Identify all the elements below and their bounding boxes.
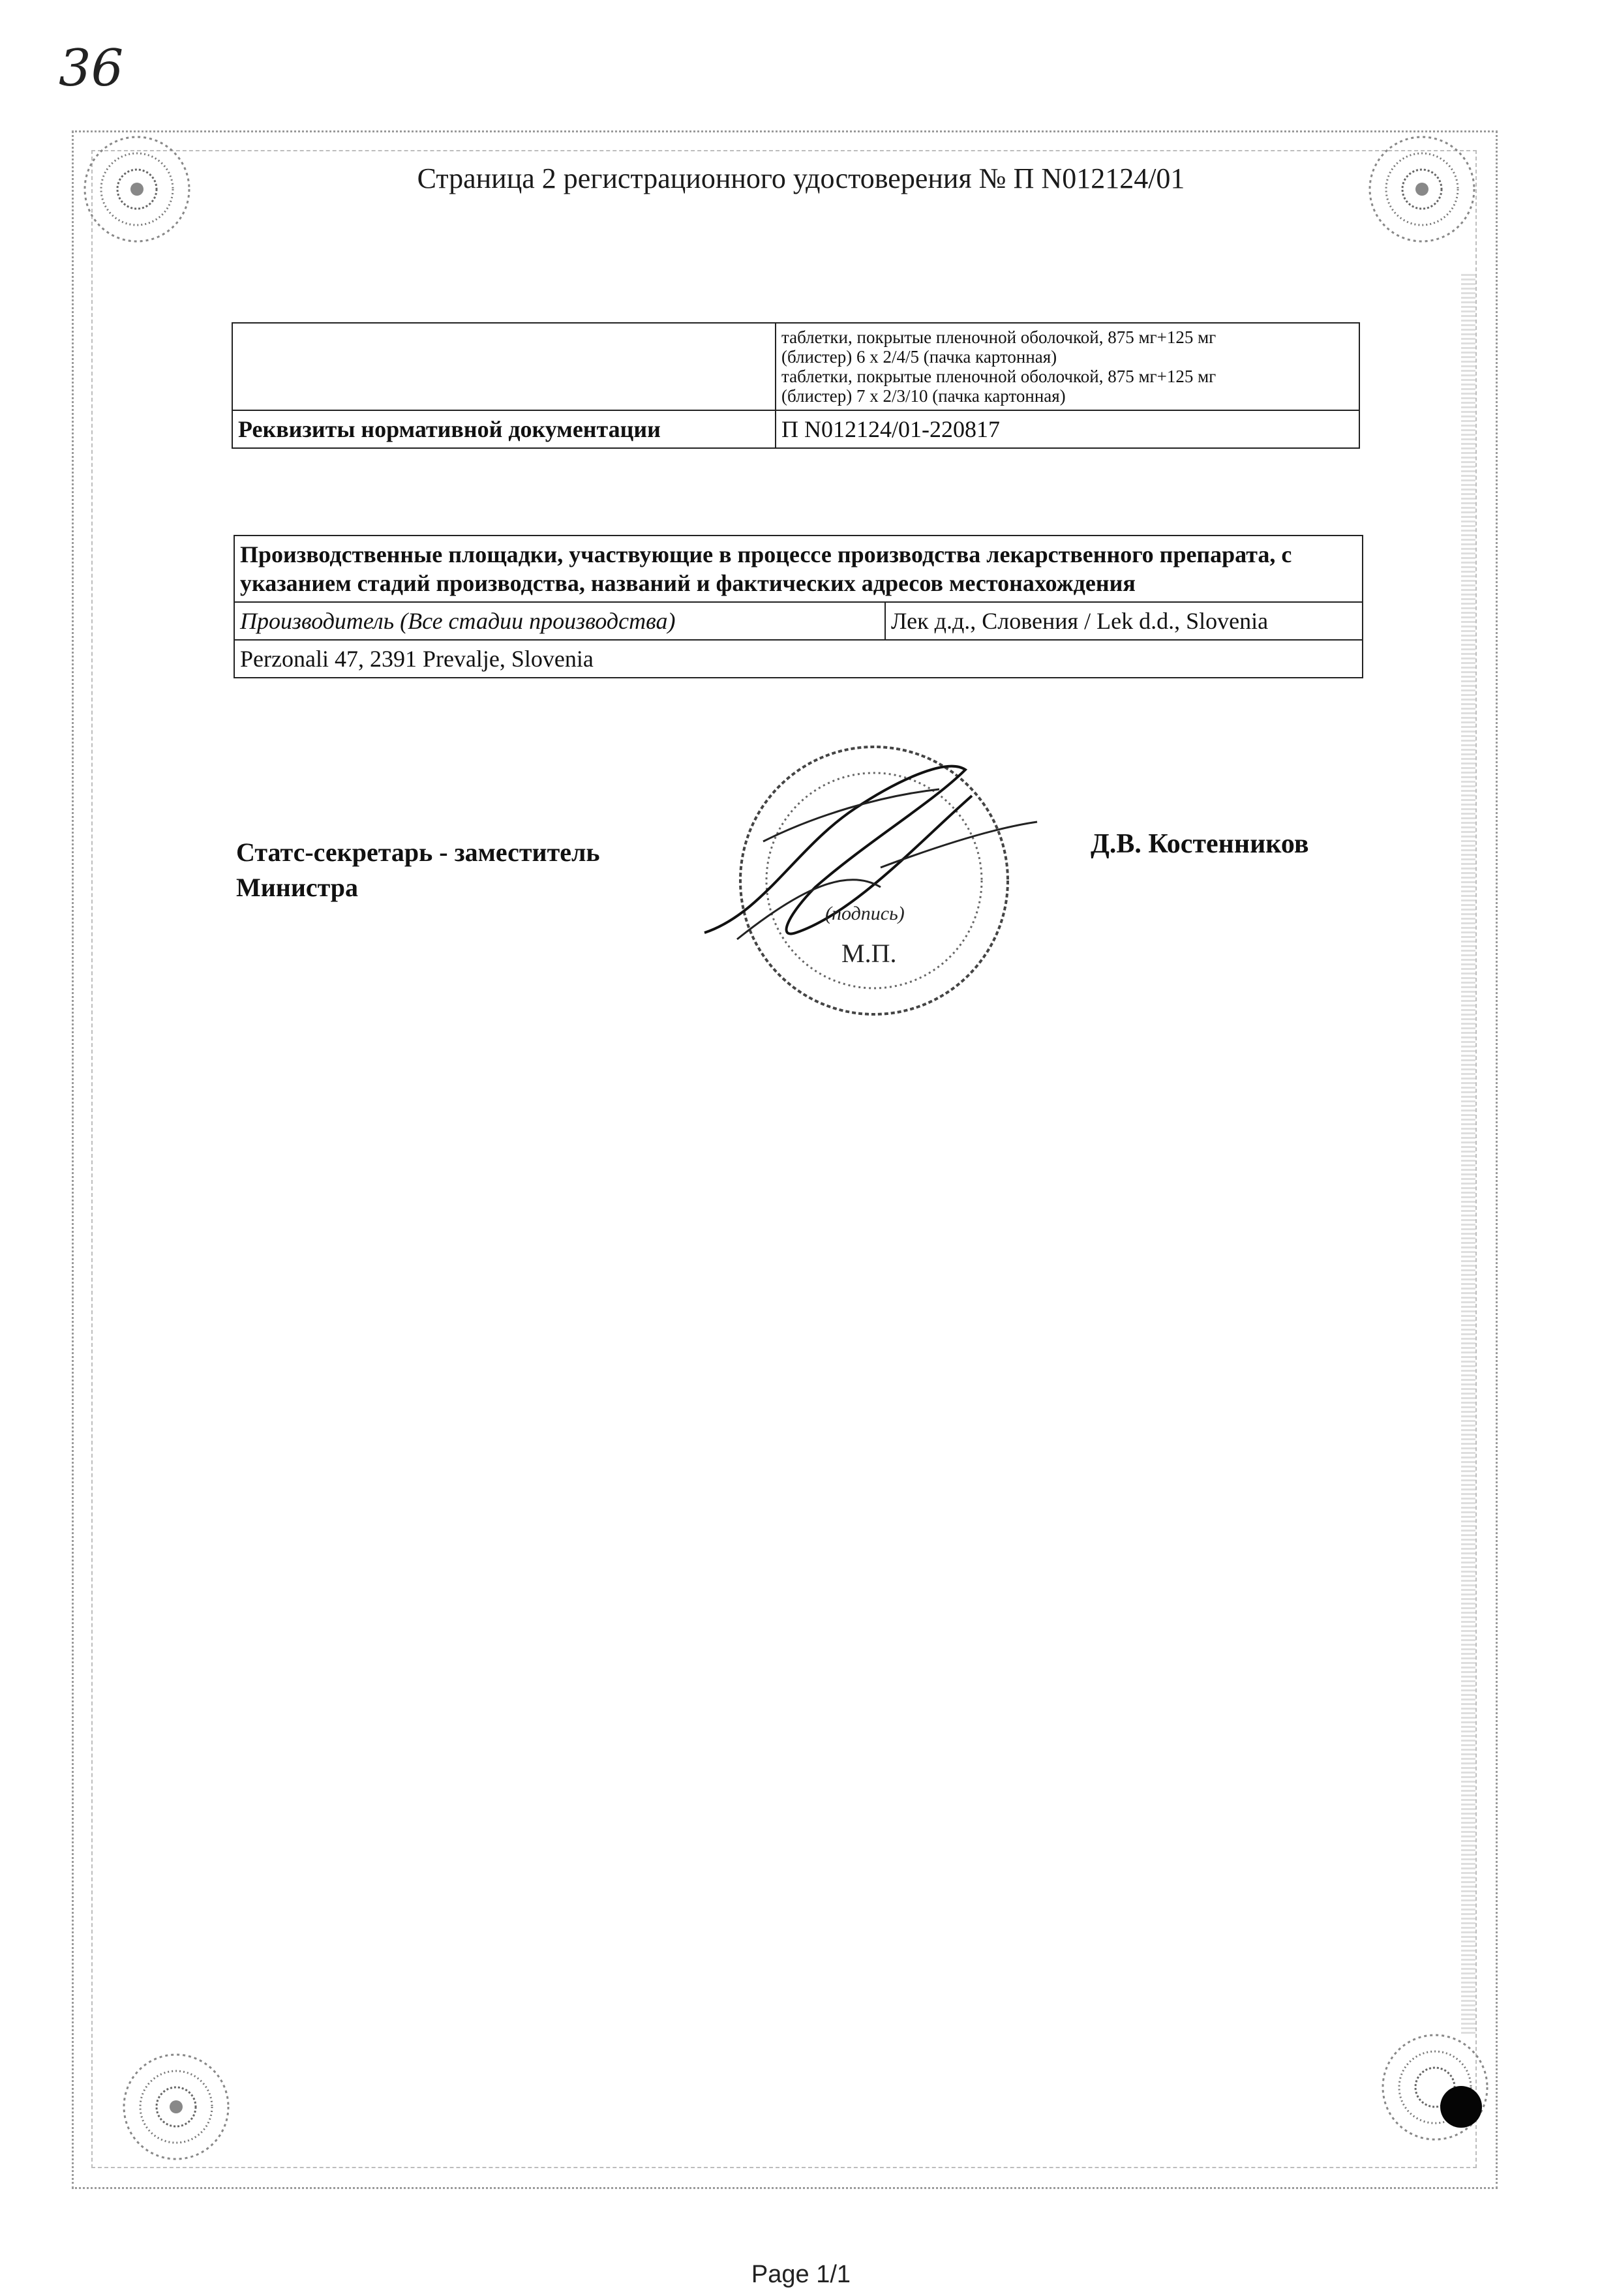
document-border-inner (91, 150, 1477, 2168)
dosage-line: (блистер) 6 х 2/4/5 (пачка картонная) (781, 347, 1057, 367)
manufacturer-name: Лек д.д., Словения / Lek d.d., Slovenia (885, 602, 1363, 640)
dosage-line: таблетки, покрытые пленочной оболочкой, 875 мг+125 мг (781, 367, 1217, 386)
dosage-line: (блистер) 7 х 2/3/10 (пачка картонная) (781, 386, 1066, 406)
table-row (234, 602, 1363, 640)
document-border-pattern (1461, 274, 1475, 2035)
signer-name: Д.В. Костенников (1091, 829, 1309, 859)
table-row (234, 640, 1363, 678)
corner-rosette-bottom-left (111, 2042, 241, 2172)
dosage-line: таблетки, покрытые пленочной оболочкой, 875 мг+125 мг (781, 327, 1217, 347)
table-row (232, 410, 1359, 448)
signer-position-line: Статс-секретарь - заместитель (236, 838, 600, 867)
signature-caption: (подпись) (825, 903, 905, 924)
normative-doc-label: Реквизиты нормативной документации (232, 410, 776, 448)
seal-caption: М.П. (841, 939, 897, 968)
signer-position (236, 835, 600, 905)
page-footer: Page 1/1 (751, 2261, 851, 2288)
normative-doc-value: П N012124/01-220817 (776, 410, 1359, 448)
manufacturer-address: Perzonali 47, 2391 Prevalje, Slovenia (234, 640, 1363, 678)
dosage-forms-cell (776, 323, 1359, 410)
table-cell-empty (232, 323, 776, 410)
handwritten-page-number: 36 (59, 39, 124, 98)
page-title: Страница 2 регистрационного удостоверения № П N012124/01 (417, 162, 1185, 194)
signer-position-line: Министра (236, 873, 359, 902)
production-sites-table (234, 535, 1363, 678)
corner-rosette-bottom-right (1370, 2022, 1500, 2152)
manufacturer-role: Производитель (Все стадии производства) (234, 602, 885, 640)
dosage-table (232, 322, 1360, 449)
table-row (232, 323, 1359, 410)
table-row (234, 536, 1363, 602)
official-seal (685, 718, 1050, 1031)
production-sites-heading: Производственные площадки, участвующие в процессе производства лекарственного препарата, с указанием стадий производства, названий и фактических адресов местонахождения (234, 536, 1363, 602)
black-dot-mark (1440, 2086, 1482, 2128)
